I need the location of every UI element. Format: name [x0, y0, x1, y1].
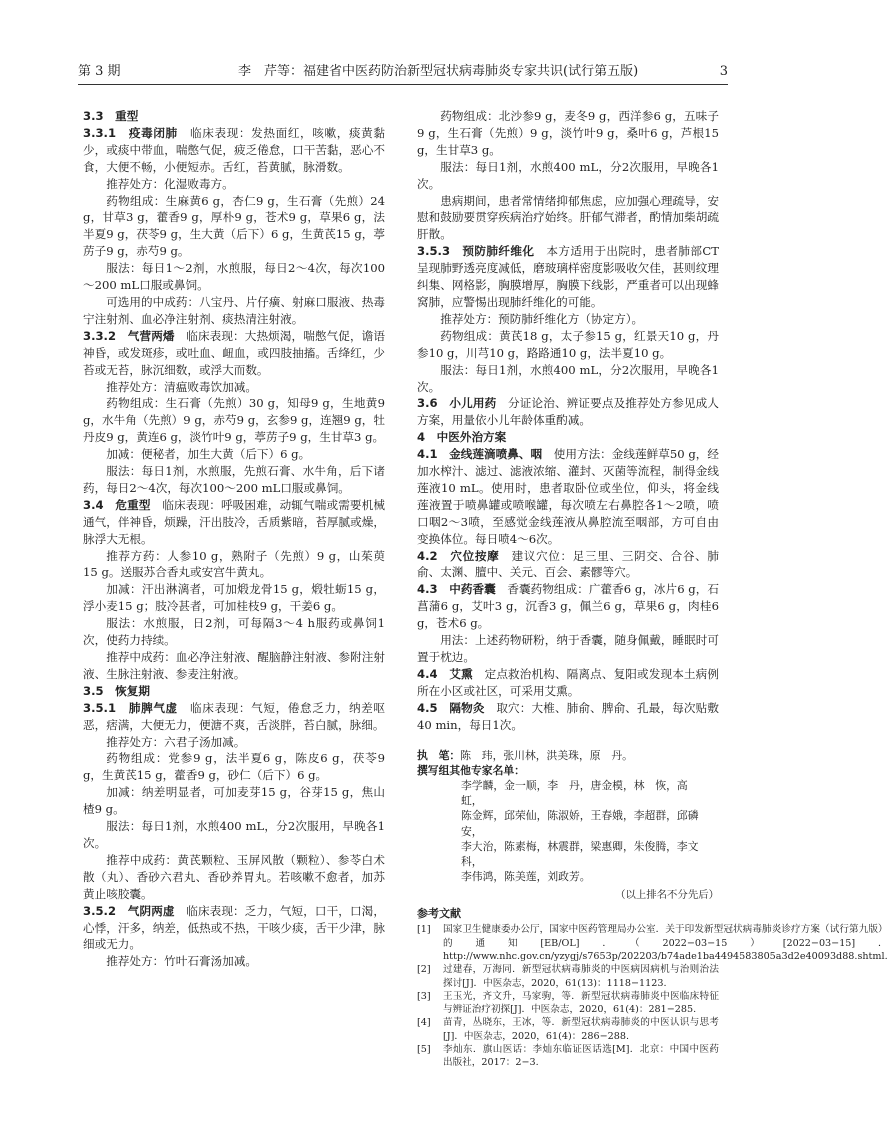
- reference-number: [2]: [417, 964, 431, 976]
- reference-text: 苗青，丛晓东，王冰，等．新型冠状病毒肺炎的中医认识与思考[J]．中医杂志，2020，61(4)：286−288.: [443, 1017, 719, 1042]
- group-line: 李伟鸿，陈美莲，刘政芳。: [461, 870, 591, 884]
- section-paragraph: [417, 446, 719, 547]
- body-paragraph: 药物组成：北沙参9 g，麦冬9 g，西洋参6 g，五味子9 g，生石膏（先煎）9 g，淡竹叶9 g，桑叶6 g，芦根15 g，生甘草3 g。: [417, 109, 719, 157]
- section-heading: 4.3 中药香囊: [417, 582, 496, 597]
- group-line: 李大治，陈素梅，林震群，梁惠卿，朱俊腾，李文科，: [461, 839, 699, 868]
- reference-number: [3]: [417, 990, 431, 1002]
- body-text: 取穴：大椎、肺俞、脾俞、孔最，每次贴敷40 min，每日1次。: [417, 700, 719, 732]
- body-paragraph: 加减：纳差明显者，可加麦芽15 g，谷芽15 g，焦山楂9 g。: [83, 785, 385, 817]
- body-paragraph: 推荐处方：预防肺纤维化方（协定方）。: [440, 311, 644, 326]
- references-title: 参考文献: [417, 907, 461, 921]
- author-block: [417, 748, 719, 902]
- writer-label: 执 笔：: [417, 748, 461, 762]
- section-heading: 3.5.1 肺脾气虚: [83, 700, 178, 715]
- section-paragraph: [417, 395, 719, 429]
- section-heading: 4.5 隔物灸: [417, 700, 485, 715]
- body-paragraph: 推荐处方：清瘟败毒饮加减。: [106, 379, 257, 394]
- body-paragraph: 服法：每日1剂，水煎400 mL，分2次服用，早晚各1次。: [417, 362, 719, 394]
- reference-list: [417, 923, 888, 1069]
- body-text: 分证论治、辨证要点及推荐处方参见成人方案，用量依小儿年龄体重酌减。: [417, 396, 719, 428]
- group-line: 陈金辉，邱荣仙，陈淑娇，王春娥，李超群，邱磷安，: [461, 809, 699, 838]
- body-paragraph: 药物组成：生石膏（先煎）30 g，知母9 g，生地黄9 g，水牛角（先煎）9 g，赤芍9 g，玄参9 g，连翘9 g，牡丹皮9 g，黄连6 g，淡竹叶9 g，葶苈子9 g，生甘草3 g。: [83, 396, 385, 445]
- right-column-body: [417, 108, 719, 734]
- body-paragraph: 用法：上述药物研粉，纳于香囊，随身佩戴，睡眠时可置于枕边。: [417, 633, 719, 664]
- body-text: 香囊药物组成：广藿香6 g，冰片6 g，石菖蒲6 g，艾叶3 g，沉香3 g，佩兰6 g，草果6 g，肉桂6 g，苍术6 g。: [417, 582, 719, 631]
- section-paragraph: [83, 328, 385, 379]
- body-paragraph: 推荐中成药：血必净注射液、醒脑静注射液、参附注射液、生脉注射液、参麦注射液。: [83, 650, 385, 681]
- section-paragraph: [417, 666, 719, 700]
- body-paragraph: 服法：每日1～2剂，水煎服，每日2～4次，每次100～200 mL口服或鼻饲。: [83, 261, 385, 293]
- section-heading: 3.3.2 气营两燔: [83, 328, 175, 343]
- reference-item: [417, 963, 719, 990]
- section-paragraph: [417, 581, 719, 632]
- body-paragraph: 推荐处方：竹叶石膏汤加减。: [106, 954, 257, 969]
- reference-item: [417, 1016, 719, 1043]
- body-paragraph: 推荐处方：六君子汤加减。: [106, 734, 246, 749]
- page-number: 3: [719, 64, 728, 79]
- section-paragraph: [417, 700, 719, 734]
- group-line: 李学麟，金一顺，李 丹，唐金模，林 恢，高 虹，: [461, 778, 699, 808]
- body-text: 定点救治机构、隔离点、复阳或发现本土病例所在小区或社区，可采用艾熏。: [417, 666, 719, 698]
- body-text: 临床表现：大热烦渴，喘憋气促，谵语神昏，或发斑疹，或吐血、衄血，或四肢抽搐。舌绛红，少苔或无苔，脉沉细数，或浮大而数。: [83, 328, 385, 377]
- right-column: [417, 108, 888, 1070]
- section-paragraph: [83, 125, 385, 176]
- body-text: 临床表现：发热面红，咳嗽，痰黄黏少，或痰中带血，喘憋气促，疲乏倦怠，口干苦黏，恶心不食，大便不畅，小便短赤。舌红，苔黄腻，脉滑数。: [83, 125, 385, 174]
- body-text: 使用方法：金线莲鲜草50 g，经加水榨汁、滤过、滤液浓缩、灌封、灭菌等流程，制得金线莲液10 mL。使用时，患者取卧位或坐位，仰头，将金线莲液置于喷鼻罐或喷喉罐，每次喷左右鼻腔各1～2喷，喷口咽2～3喷，至感觉金线莲液从鼻腔流至咽部，方可自由变换体位。每日喷4～6次。: [417, 447, 719, 546]
- body-paragraph: 服法：每日1剂，水煎400 mL，分2次服用，早晚各1次。: [417, 159, 719, 191]
- reference-text: 过建春，万海同．新型冠状病毒肺炎的中医病因病机与治则治法探讨[J]．中医杂志，2020，61(13)：1118−1123.: [443, 964, 719, 989]
- reference-number: [4]: [417, 1017, 431, 1029]
- references: [417, 905, 888, 1069]
- issue-number: 第 3 期: [78, 64, 121, 79]
- body-paragraph: 服法：水煎服，日2剂，可每隔3～4 h服药或鼻饲1次，使药力持续。: [83, 616, 385, 648]
- running-title: 李 芹等：福建省中医药防治新型冠状病毒肺炎专家共识(试行第五版): [238, 64, 639, 79]
- body-paragraph: 加减：便秘者，加生大黄（后下）6 g。: [106, 447, 311, 462]
- section-paragraph: [417, 548, 719, 582]
- body-paragraph: 药物组成：生麻黄6 g，杏仁9 g，生石膏（先煎）24 g，甘草3 g，藿香9 g，厚朴9 g，苍术9 g，草果6 g，法半夏9 g，茯苓9 g，生大黄（后下）6 g，生黄芪15 g，葶苈子9 g，赤芍9 g。: [83, 193, 385, 259]
- reference-text: 王玉光，齐文升，马家驹，等．新型冠状病毒肺炎中医临床特征与辨证治疗初探[J]．中医杂志，2020，61(4)：281−285.: [443, 990, 719, 1016]
- section-paragraph: [83, 108, 385, 125]
- body-paragraph: 推荐方药：人参10 g，熟附子（先煎）9 g，山茱萸15 g。送服苏合香丸或安宫牛黄丸。: [83, 548, 385, 580]
- section-heading: 4.2 穴位按摩: [417, 548, 500, 563]
- body-paragraph: 药物组成：党参9 g，法半夏6 g，陈皮6 g，茯苓9 g，生黄芪15 g，藿香9 g，砂仁（后下）6 g。: [83, 751, 385, 783]
- reference-text: 李灿东．旗山医话：李灿东临证医话选[M]．北京：中国中医药出版社，2017：2−3.: [443, 1044, 719, 1069]
- reference-number: [1]: [417, 924, 431, 936]
- section-heading: 3.5.2 气阴两虚: [83, 903, 175, 918]
- section-paragraph: [417, 243, 719, 311]
- body-paragraph: 药物组成：黄芪18 g，太子参15 g，红景天10 g，丹参10 g，川芎10 g，路路通10 g，法半夏10 g。: [417, 328, 719, 360]
- order-note: （以上排名不分先后）: [615, 889, 719, 902]
- group-label: 撰写组其他专家名单：: [417, 763, 525, 777]
- body-paragraph: 患病期间，患者常情绪抑郁焦虑，应加强心理疏导，安慰和鼓励要贯穿疾病治疗始终。肝郁气滞者，酌情加柴胡疏肝散。: [417, 193, 719, 242]
- reference-text: 国家卫生健康委办公厅，国家中医药管理局办公室．关于印发新型冠状病毒肺炎诊疗方案（试行第九版）的通知[EB/OL]．（2022−03−15）[2022−03−15]．http://www.nhc.gov.cn/yzygj/s7653p/202203/b74ade1ba4494583805a3d2e40093d88.shtml.: [443, 924, 888, 962]
- writer-names: 陈 玮，张川林，洪美珠，原 丹。: [460, 748, 633, 762]
- section-paragraph: [83, 700, 385, 734]
- section-paragraph: [83, 497, 385, 548]
- body-paragraph: 服法：每日1剂，水煎400 mL，分2次服用，早晚各1次。: [83, 819, 385, 850]
- body-paragraph: 推荐处方：化湿败毒方。: [106, 176, 234, 191]
- section-heading: 3.3.1 疫毒闭肺: [83, 125, 178, 140]
- body-text: 临床表现：气短，倦怠乏力，纳差呕恶，痞满，大便无力，便溏不爽，舌淡胖，苔白腻，脉细。: [83, 700, 385, 732]
- body-paragraph: 加减：汗出淋漓者，可加煅龙骨15 g，煅牡蛎15 g，浮小麦15 g；肢冷甚者，可加桂枝9 g，干姜6 g。: [83, 582, 385, 614]
- body-paragraph: 可选用的中成药：八宝丹、片仔癀、射麻口服液、热毒宁注射剂、血必净注射剂、痰热清注射液。: [83, 294, 385, 326]
- section-heading: 3.3 重型: [83, 109, 139, 123]
- running-header: [78, 58, 728, 85]
- section-heading: 4.4 艾熏: [417, 666, 473, 681]
- section-heading: 4 中医外治方案: [417, 430, 507, 445]
- body-text: 临床表现：乏力，气短，口干，口渴，心悸，汗多，纳差，低热或不热，干咳少痰，舌干少津，脉细或无力。: [83, 903, 385, 952]
- section-paragraph: [83, 903, 385, 954]
- body-text: 本方适用于出院时，患者肺部CT呈现肺野透亮度减低，磨玻璃样密度影吸收欠佳，甚则纹理纠集、网格影，胸膜增厚，胸膜下线影，严重者可以出现蜂窝肺，应警惕出现肺纤维化的可能。: [417, 244, 719, 309]
- body-paragraph: 服法：每日1剂，水煎服，先煎石膏、水牛角，后下诸药，每日2～4次，每次100～200 mL口服或鼻饲。: [83, 464, 385, 495]
- reference-item: [417, 990, 719, 1017]
- section-paragraph: [417, 429, 719, 446]
- reference-item: [417, 923, 888, 963]
- section-heading: 3.4 危重型: [83, 497, 151, 512]
- body-paragraph: 推荐中成药：黄芪颗粒、玉屏风散（颗粒）、参苓白术散（丸）、香砂六君丸、香砂养胃丸。若咳嗽不愈者，加苏黄止咳胶囊。: [83, 852, 385, 901]
- reference-number: [5]: [417, 1044, 431, 1056]
- section-heading: 3.5 恢复期: [83, 683, 150, 698]
- section-heading: 3.6 小儿用药: [417, 396, 497, 411]
- body-text: 建议穴位：足三里、三阴交、合谷、肺俞、太渊、膻中、关元、百会、素髎等穴。: [417, 548, 719, 580]
- section-heading: 4.1 金线莲滴喷鼻、咽: [417, 447, 543, 462]
- body-text: 临床表现：呼吸困难，动辄气喘或需要机械通气，伴神昏，烦躁，汗出肢冷，舌质紫暗，苔厚腻或燥，脉浮大无根。: [83, 497, 385, 546]
- left-column: [83, 108, 385, 970]
- section-heading: 3.5.3 预防肺纤维化: [417, 244, 535, 259]
- section-paragraph: [83, 683, 385, 700]
- reference-item: [417, 1043, 719, 1070]
